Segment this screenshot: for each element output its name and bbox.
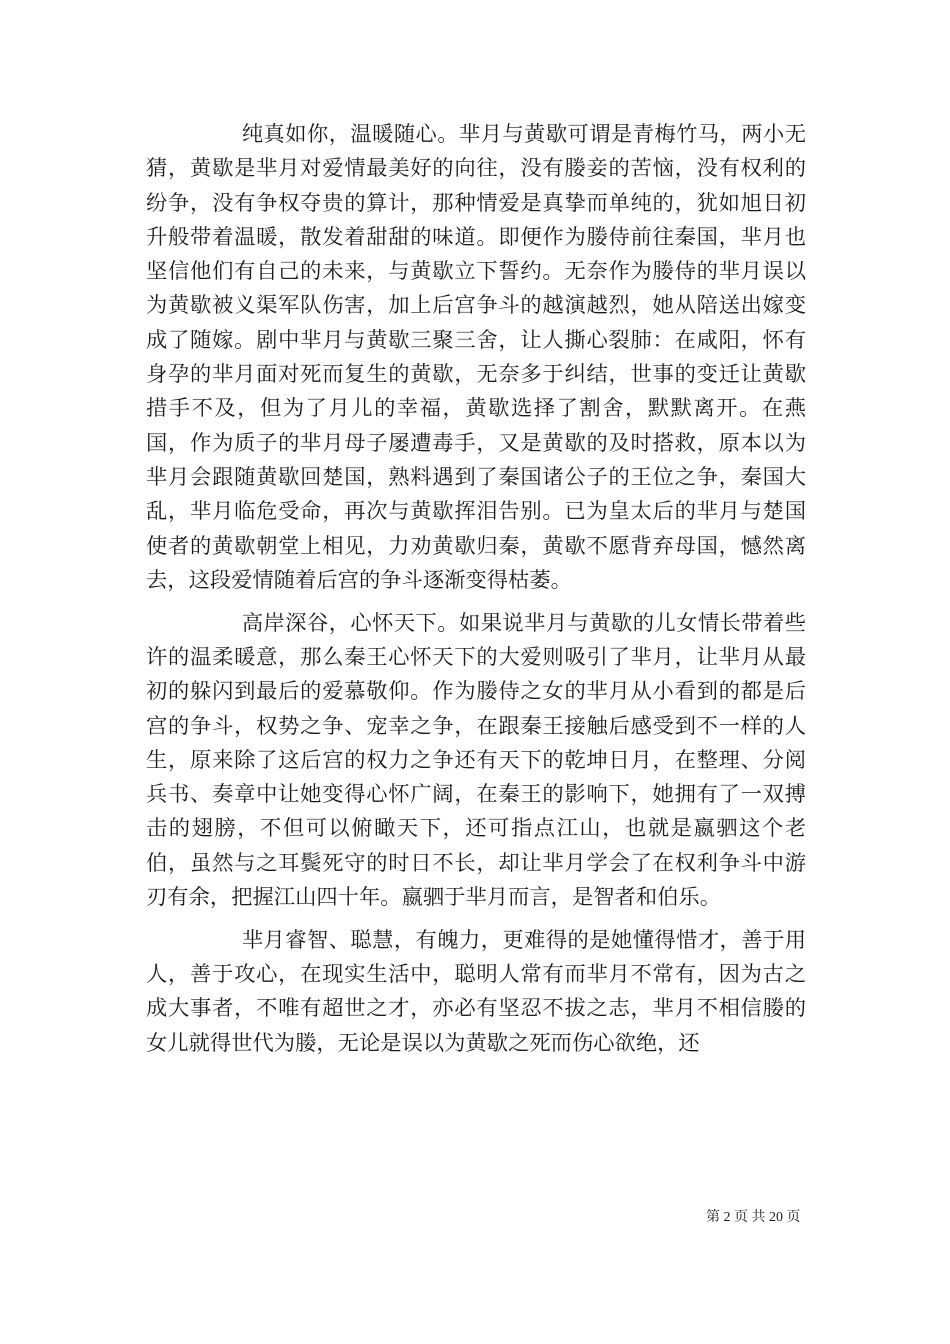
paragraph-3: 芈月睿智、聪慧，有魄力，更难得的是她懂得惜才，善于用人，善于攻心，在现实生活中，聪明人常有而芈月不常有，因为古之成大事者，不唯有超世之才，亦必有坚忍不拔之志，芈月不相信媵的女儿就得世代为媵，无论是误以为黄歇之死而伤心欲绝，还 <box>146 927 806 1056</box>
paragraph-2: 高岸深谷，心怀天下。如果说芈月与黄歇的儿女情长带着些许的温柔暖意，那么秦王心怀天下的大爱则吸引了芈月，让芈月从最初的躲闪到最后的爱慕敬仰。作为媵侍之女的芈月从小看到的都是后宫的争斗，权势之争、宠幸之争，在跟秦王接触后感受到不一样的人生，原来除了这后宫的权力之争还有天下的乾坤日月，在整理、分阅兵书、奏章中让她变得心怀广阔，在秦王的影响下，她拥有了一双搏击的翅膀，不但可以俯瞰天下，还可指点江山，也就是嬴驷这个老伯，虽然与之耳鬓死守的时日不长，却让芈月学会了在权利争斗中游刃有余，把握江山四十年。嬴驷于芈月而言，是智者和伯乐。 <box>146 610 806 911</box>
paragraph-1: 纯真如你，温暖随心。芈月与黄歇可谓是青梅竹马，两小无猜，黄歇是芈月对爱情最美好的向往，没有媵妾的苦恼，没有权利的纷争，没有争权夺贵的算计，那种情爱是真挚而单纯的，犹如旭日初升般带着温暖，散发着甜甜的味道。即便作为媵侍前往秦国，芈月也坚信他们有自己的未来，与黄歇立下誓约。无奈作为媵侍的芈月误以为黄歇被义渠军队伤害，加上后宫争斗的越演越烈，她从陪送出嫁变成了随嫁。剧中芈月与黄歇三聚三舍，让人撕心裂肺：在咸阳，怀有身孕的芈月面对死而复生的黄歇，无奈多于纠结，世事的变迁让黄歇措手不及，但为了月儿的幸福，黄歇选择了割舍，默默离开。在燕国，作为质子的芈月母子屡遭毒手，又是黄歇的及时搭救，原本以为芈月会跟随黄歇回楚国，熟料遇到了秦国诸公子的王位之争，秦国大乱，芈月临危受命，再次与黄歇挥泪告别。已为皇太后的芈月与楚国使者的黄歇朝堂上相见，力劝黄歇归秦，黄歇不愿背弃母国，憾然离去，这段爱情随着后宫的争斗逐渐变得枯萎。 <box>146 122 806 593</box>
page-number-footer: 第 2 页 共 20 页 <box>706 1210 801 1225</box>
document-body <box>146 118 806 1061</box>
